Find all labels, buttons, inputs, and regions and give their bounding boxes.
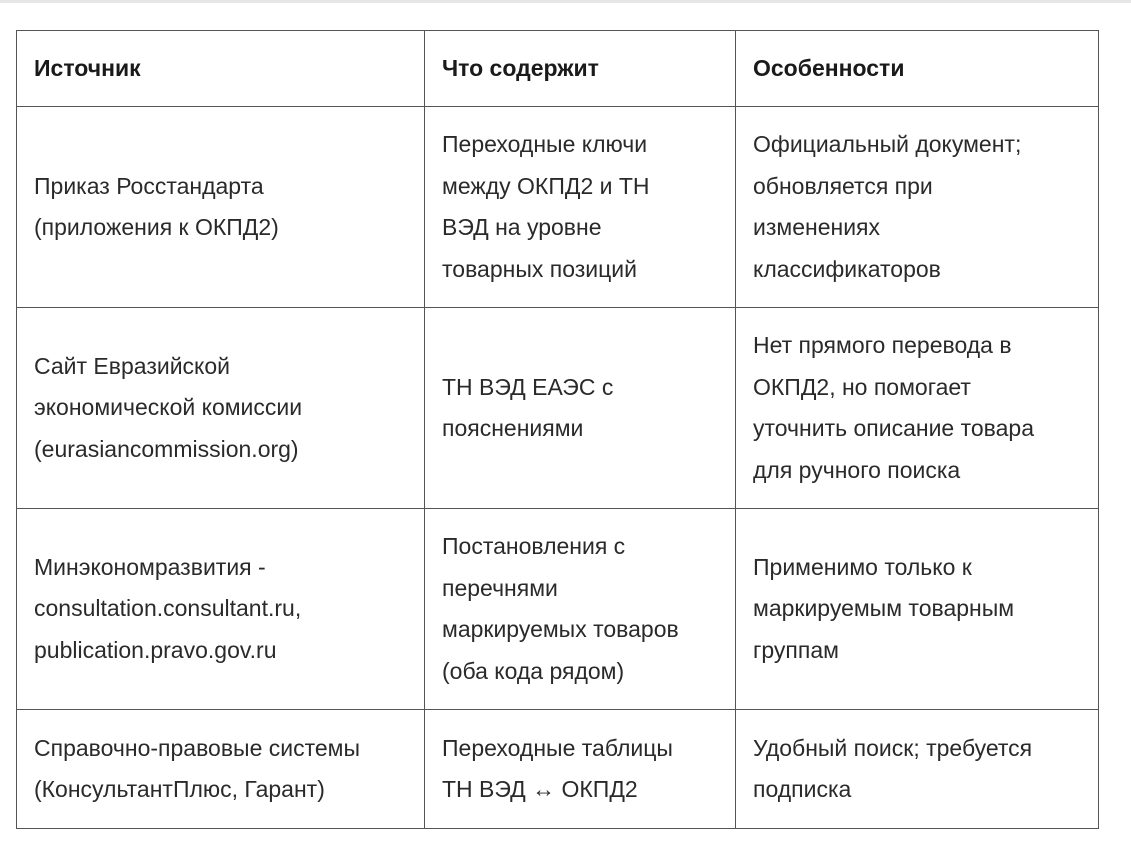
column-header-source: Источник xyxy=(17,31,425,107)
table-row xyxy=(17,710,1099,829)
cell-contents xyxy=(425,308,736,509)
cell-contents xyxy=(425,710,736,829)
cell-source xyxy=(17,710,425,829)
cell-contents-text: Переходные ключи между ОКПД2 и ТН ВЭД на уровне товарных позиций xyxy=(442,131,650,282)
cell-source-text: Сайт Евразийской экономической комиссии (eurasiancommission.org) xyxy=(34,352,303,462)
cell-source-text: Минэкономразвития - consultation.consultant.ru, publication.pravo.gov.ru xyxy=(34,553,302,663)
cell-features xyxy=(736,509,1099,710)
table-row xyxy=(17,509,1099,710)
cell-features xyxy=(736,308,1099,509)
table-header-row xyxy=(17,31,1099,107)
cell-contents-text: ТН ВЭД ЕАЭС с пояснениями xyxy=(442,373,614,441)
cell-contents-text: Постановления с перечнями маркируемых товаров (оба кода рядом) xyxy=(442,533,679,684)
top-divider xyxy=(0,0,1131,3)
cell-features-text: Удобный поиск; требуется подписка xyxy=(753,734,1033,802)
column-header-features: Особенности xyxy=(736,31,1099,107)
table-row xyxy=(17,107,1099,308)
cell-features xyxy=(736,710,1099,829)
sources-table xyxy=(16,30,1099,829)
cell-source-text: Справочно-правовые системы (КонсультантПлюс, Гарант) xyxy=(34,734,361,802)
cell-source xyxy=(17,107,425,308)
cell-source xyxy=(17,509,425,710)
cell-source-text: Приказ Росстандарта (приложения к ОКПД2) xyxy=(34,172,279,240)
cell-features-text: Официальный документ; обновляется при изменениях классификаторов xyxy=(753,131,1022,282)
table-row xyxy=(17,308,1099,509)
cell-features xyxy=(736,107,1099,308)
cell-contents xyxy=(425,107,736,308)
cell-contents-text: Переходные таблицы ТН ВЭД ↔ ОКПД2 xyxy=(442,734,673,802)
cell-features-text: Нет прямого перевода в ОКПД2, но помогает уточнить описание товара для ручного поиска xyxy=(753,332,1035,483)
cell-features-text: Применимо только к маркируемым товарным группам xyxy=(753,553,1015,663)
cell-source xyxy=(17,308,425,509)
column-header-contents: Что содержит xyxy=(425,31,736,107)
cell-contents xyxy=(425,509,736,710)
